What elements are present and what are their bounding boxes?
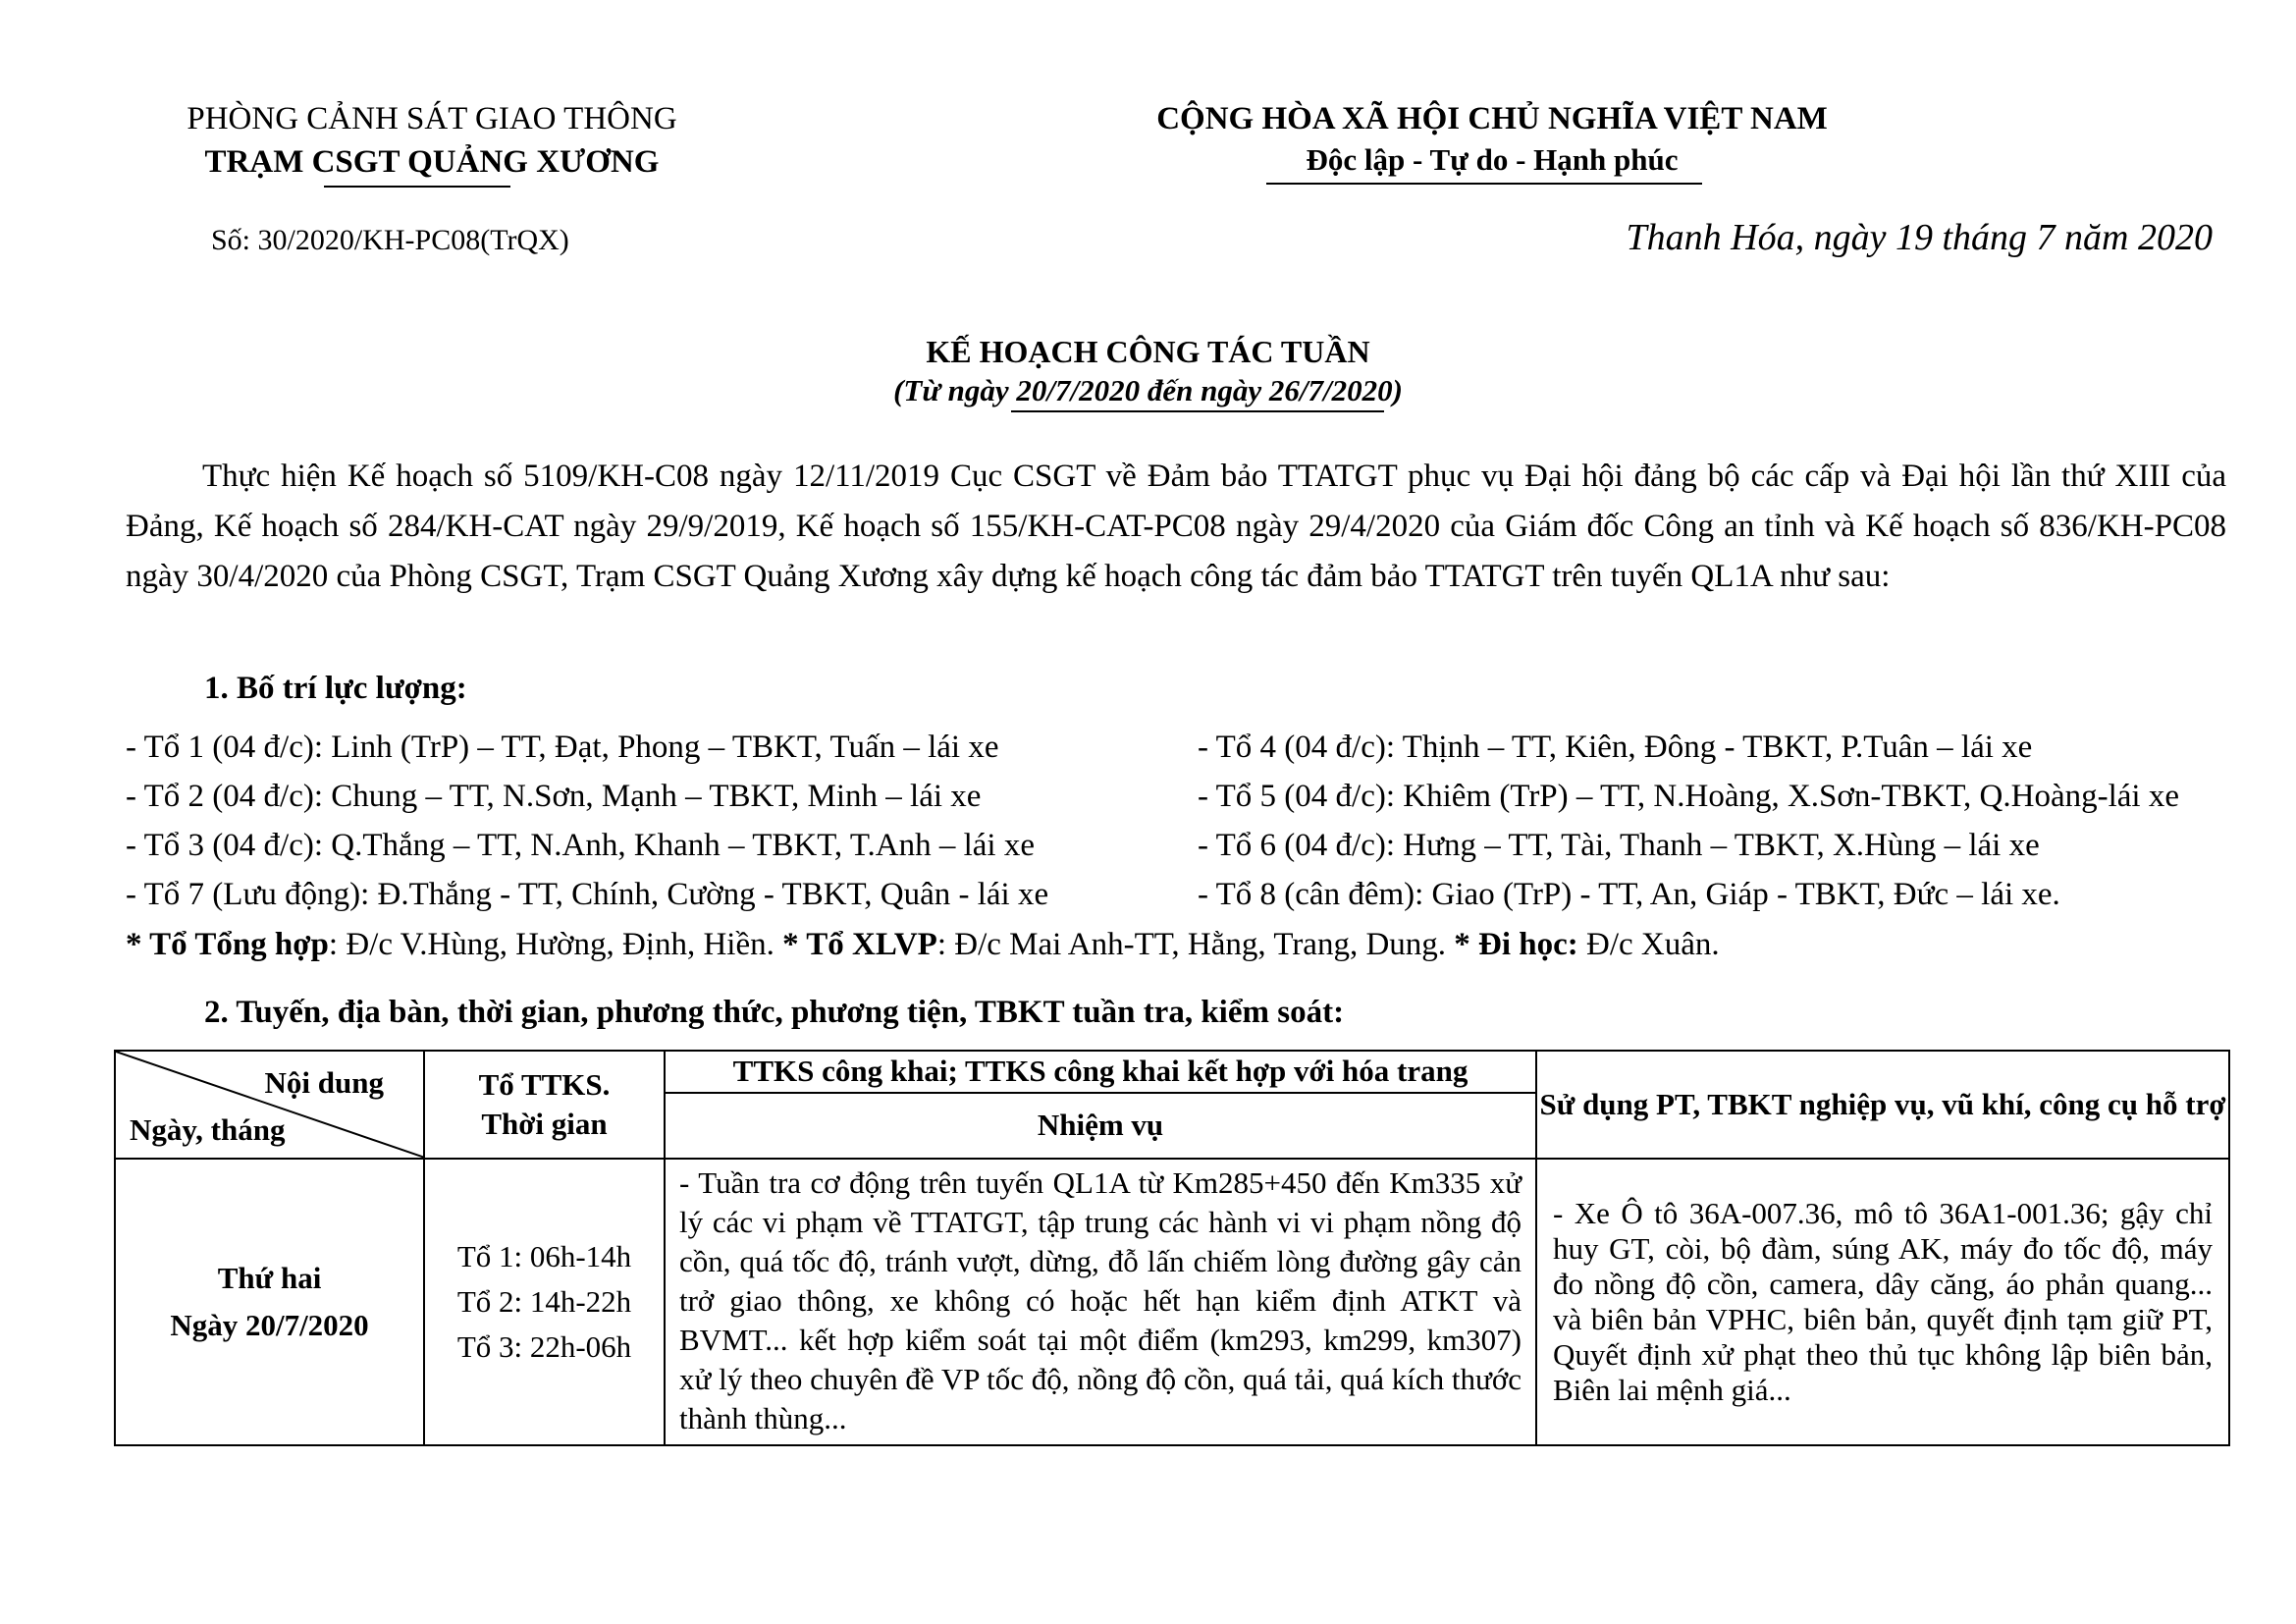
day-date: Ngày 20/7/2020 (170, 1308, 369, 1342)
table-row (115, 1159, 2229, 1445)
header-team-line1: Tổ TTKS. (478, 1067, 611, 1102)
team-1: - Tổ 1 (04 đ/c): Linh (TrP) – TT, Đạt, Phong – TBKT, Tuấn – lái xe (126, 730, 999, 765)
header-team-time (424, 1051, 665, 1159)
intro-paragraph: Thực hiện Kế hoạch số 5109/KH-C08 ngày 12/11/2019 Cục CSGT về Đảm bảo TTATGT phục vụ Đại hội đảng bộ các cấp và Đại hội lần thứ XIII của Đảng, Kế hoạch số 284/KH-CAT ngày 29/9/2019, Kế hoạch số 155/KH-CAT-PC08 ngày 29/4/2020 của Giám đốc Công an tỉnh và Kế hoạch số 836/KH-PC08 ngày 30/4/2020 của Phòng CSGT, Trạm CSGT Quảng Xương xây dựng kế hoạch công tác đảm bảo TTATGT trên tuyến QL1A như sau: (126, 459, 2226, 594)
summary-text-general: : Đ/c V.Hùng, Hường, Định, Hiền. (328, 927, 783, 962)
shift-2: Tổ 2: 14h-22h (456, 1284, 632, 1319)
diagonal-header-cell (115, 1051, 424, 1159)
national-motto: Độc lập - Tự do - Hạnh phúc (1306, 142, 1679, 177)
shift-3: Tổ 3: 22h-06h (456, 1329, 632, 1364)
team-2: - Tổ 2 (04 đ/c): Chung – TT, N.Sơn, Mạnh – TBKT, Minh – lái xe (126, 779, 982, 814)
patrol-plan-table (114, 1050, 2230, 1446)
header-ttks: TTKS công khai; TTKS công khai kết hợp với hóa trang (665, 1051, 1536, 1093)
equipment-cell: - Xe Ô tô 36A-007.36, mô tô 36A1-001.36; gậy chỉ huy GT, còi, bộ đàm, súng AK, máy đo tốc độ, máy đo nồng độ cồn, camera, dây căng, áo phản quang... và biên bản VPHC, biên bản, quyết định tạm giữ PT, Quyết định xử phạt theo thủ tục không lập biên bản, Biên lai mệnh giá... (1536, 1159, 2229, 1445)
header-team-line2: Thời gian (481, 1107, 608, 1141)
summary-text-xlvp: : Đ/c Mai Anh-TT, Hằng, Trang, Dung. (936, 927, 1455, 962)
station-name: TRẠM CSGT QUẢNG XƯƠNG (204, 144, 660, 180)
summary-text-study: Đ/c Xuân. (1577, 927, 1720, 962)
summary-label-general: * Tổ Tổng hợp (126, 927, 329, 962)
team-3: - Tổ 3 (04 đ/c): Q.Thắng – TT, N.Anh, Khanh – TBKT, T.Anh – lái xe (126, 828, 1035, 863)
team-4: - Tổ 4 (04 đ/c): Thịnh – TT, Kiên, Đông - TBKT, P.Tuân – lái xe (1198, 730, 2033, 765)
team-5: - Tổ 5 (04 đ/c): Khiêm (TrP) – TT, N.Hoàng, X.Sơn-TBKT, Q.Hoàng-lái xe (1198, 779, 2179, 814)
summary-label-study: * Đi học: (1454, 927, 1578, 962)
weekday: Thứ hai (217, 1261, 322, 1295)
table-header-row (115, 1051, 2229, 1093)
agency-name: PHÒNG CẢNH SÁT GIAO THÔNG (187, 101, 677, 136)
document-subtitle: (Từ ngày 20/7/2020 đến ngày 26/7/2020) (893, 373, 1403, 407)
country-name: CỘNG HÒA XÃ HỘI CHỦ NGHĨA VIỆT NAM (1156, 101, 1828, 136)
place-date: Thanh Hóa, ngày 19 tháng 7 năm 2020 (1626, 217, 2213, 258)
team-6: - Tổ 6 (04 đ/c): Hưng – TT, Tài, Thanh – TBKT, X.Hùng – lái xe (1198, 828, 2040, 863)
team-8: - Tổ 8 (cân đêm): Giao (TrP) - TT, An, Giáp - TBKT, Đức – lái xe. (1198, 877, 2060, 912)
section2-heading: 2. Tuyến, địa bàn, thời gian, phương thức, phương tiện, TBKT tuần tra, kiểm soát: (204, 995, 1345, 1030)
header-date-label: Ngày, tháng (130, 1112, 286, 1147)
header-task: Nhiệm vụ (665, 1093, 1536, 1159)
summary-label-xlvp: * Tổ XLVP (782, 927, 937, 962)
task-cell: - Tuần tra cơ động trên tuyến QL1A từ Km285+450 đến Km335 xử lý các vi phạm về TTATGT, tập trung các hành vi vi phạm nồng độ cồn, quá tốc độ, tránh vượt, dừng, đỗ lấn chiếm lòng đường gây cản trở giao thông, xe không có hoặc hết hạn kiểm định ATKT và BVMT... kết hợp kiểm soát tại một điểm (km293, km299, km307) xử lý theo chuyên đề VP tốc độ, nồng độ cồn, quá tải, quá kích thước thành thùng... (665, 1159, 1536, 1445)
motto-underline (1266, 183, 1702, 185)
day-cell (115, 1159, 424, 1445)
document-title: KẾ HOẠCH CÔNG TÁC TUẦN (926, 334, 1370, 369)
support-teams-line (126, 927, 1720, 963)
shifts-cell (424, 1159, 665, 1445)
subtitle-underline (1011, 410, 1384, 412)
shift-1: Tổ 1: 06h-14h (456, 1239, 632, 1273)
document-number: Số: 30/2020/KH-PC08(TrQX) (211, 224, 569, 256)
team-7: - Tổ 7 (Lưu động): Đ.Thắng - TT, Chính, Cường - TBKT, Quân - lái xe (126, 877, 1049, 912)
station-underline (324, 186, 510, 188)
header-content-label: Nội dung (264, 1065, 384, 1100)
header-equipment: Sử dụng PT, TBKT nghiệp vụ, vũ khí, công cụ hỗ trợ (1536, 1051, 2229, 1159)
section1-heading: 1. Bố trí lực lượng: (204, 671, 467, 706)
